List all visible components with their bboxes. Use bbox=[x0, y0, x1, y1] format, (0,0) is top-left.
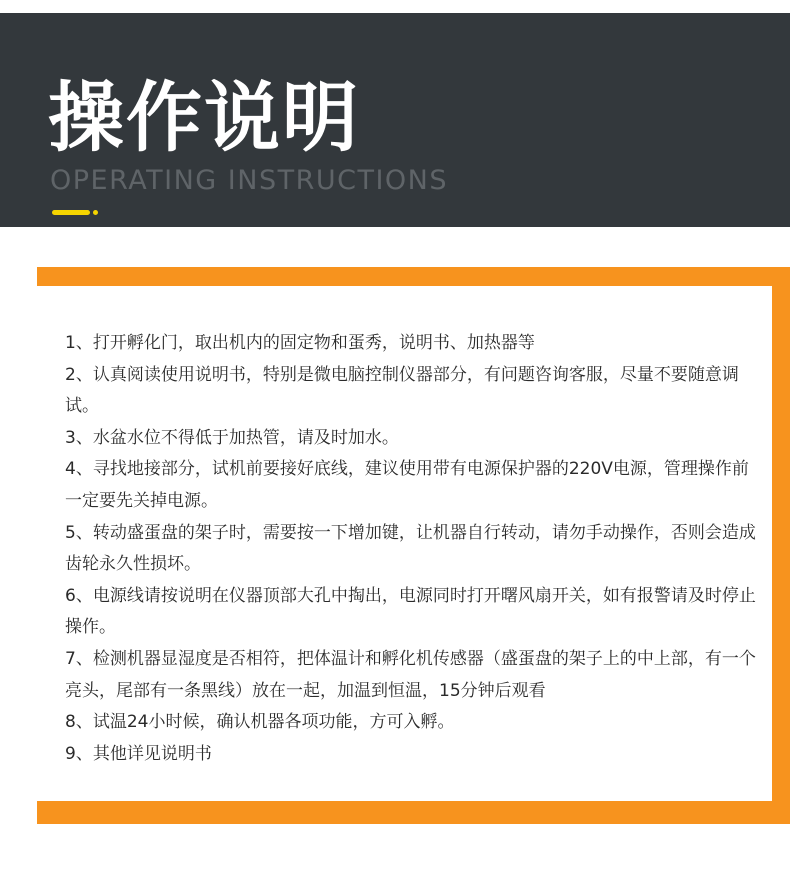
instruction-item: 3、水盆水位不得低于加热管，请及时加水。 bbox=[65, 427, 399, 448]
accent-dot bbox=[93, 210, 98, 215]
page-title: 操作说明 bbox=[48, 73, 360, 162]
page-subtitle: OPERATING INSTRUCTIONS bbox=[50, 165, 449, 196]
instruction-item: 5、转动盛蛋盘的架子时，需要按一下增加键，让机器自行转动，请勿手动操作，否则会造成齿轮永久性损坏。 bbox=[65, 522, 756, 575]
accent-bar bbox=[52, 210, 90, 215]
header-banner bbox=[0, 13, 790, 227]
instruction-item: 7、检测机器显湿度是否相符，把体温计和孵化机传感器（盛蛋盘的架子上的中上部，有一个亮头，尾部有一条黑线）放在一起，加温到恒温，15分钟后观看 bbox=[65, 648, 756, 701]
instruction-item: 9、其他详见说明书 bbox=[65, 743, 212, 764]
instruction-item: 2、认真阅读使用说明书，特别是微电脑控制仪器部分，有问题咨询客服，尽量不要随意调试。 bbox=[65, 364, 739, 417]
instructions-frame bbox=[37, 267, 790, 824]
instruction-item: 4、寻找地接部分，试机前要接好底线，建议使用带有电源保护器的220V电源，管理操作前一定要先关掉电源。 bbox=[65, 459, 749, 511]
instruction-item: 6、电源线请按说明在仪器顶部大孔中掏出，电源同时打开曙风扇开关，如有报警请及时停止操作。 bbox=[65, 585, 756, 638]
instructions-panel bbox=[37, 286, 772, 801]
instruction-item: 8、试温24小时候，确认机器各项功能，方可入孵。 bbox=[65, 712, 455, 733]
instructions-list bbox=[65, 328, 757, 770]
instruction-item: 1、打开孵化门，取出机内的固定物和蛋秀，说明书、加热器等 bbox=[65, 333, 535, 353]
